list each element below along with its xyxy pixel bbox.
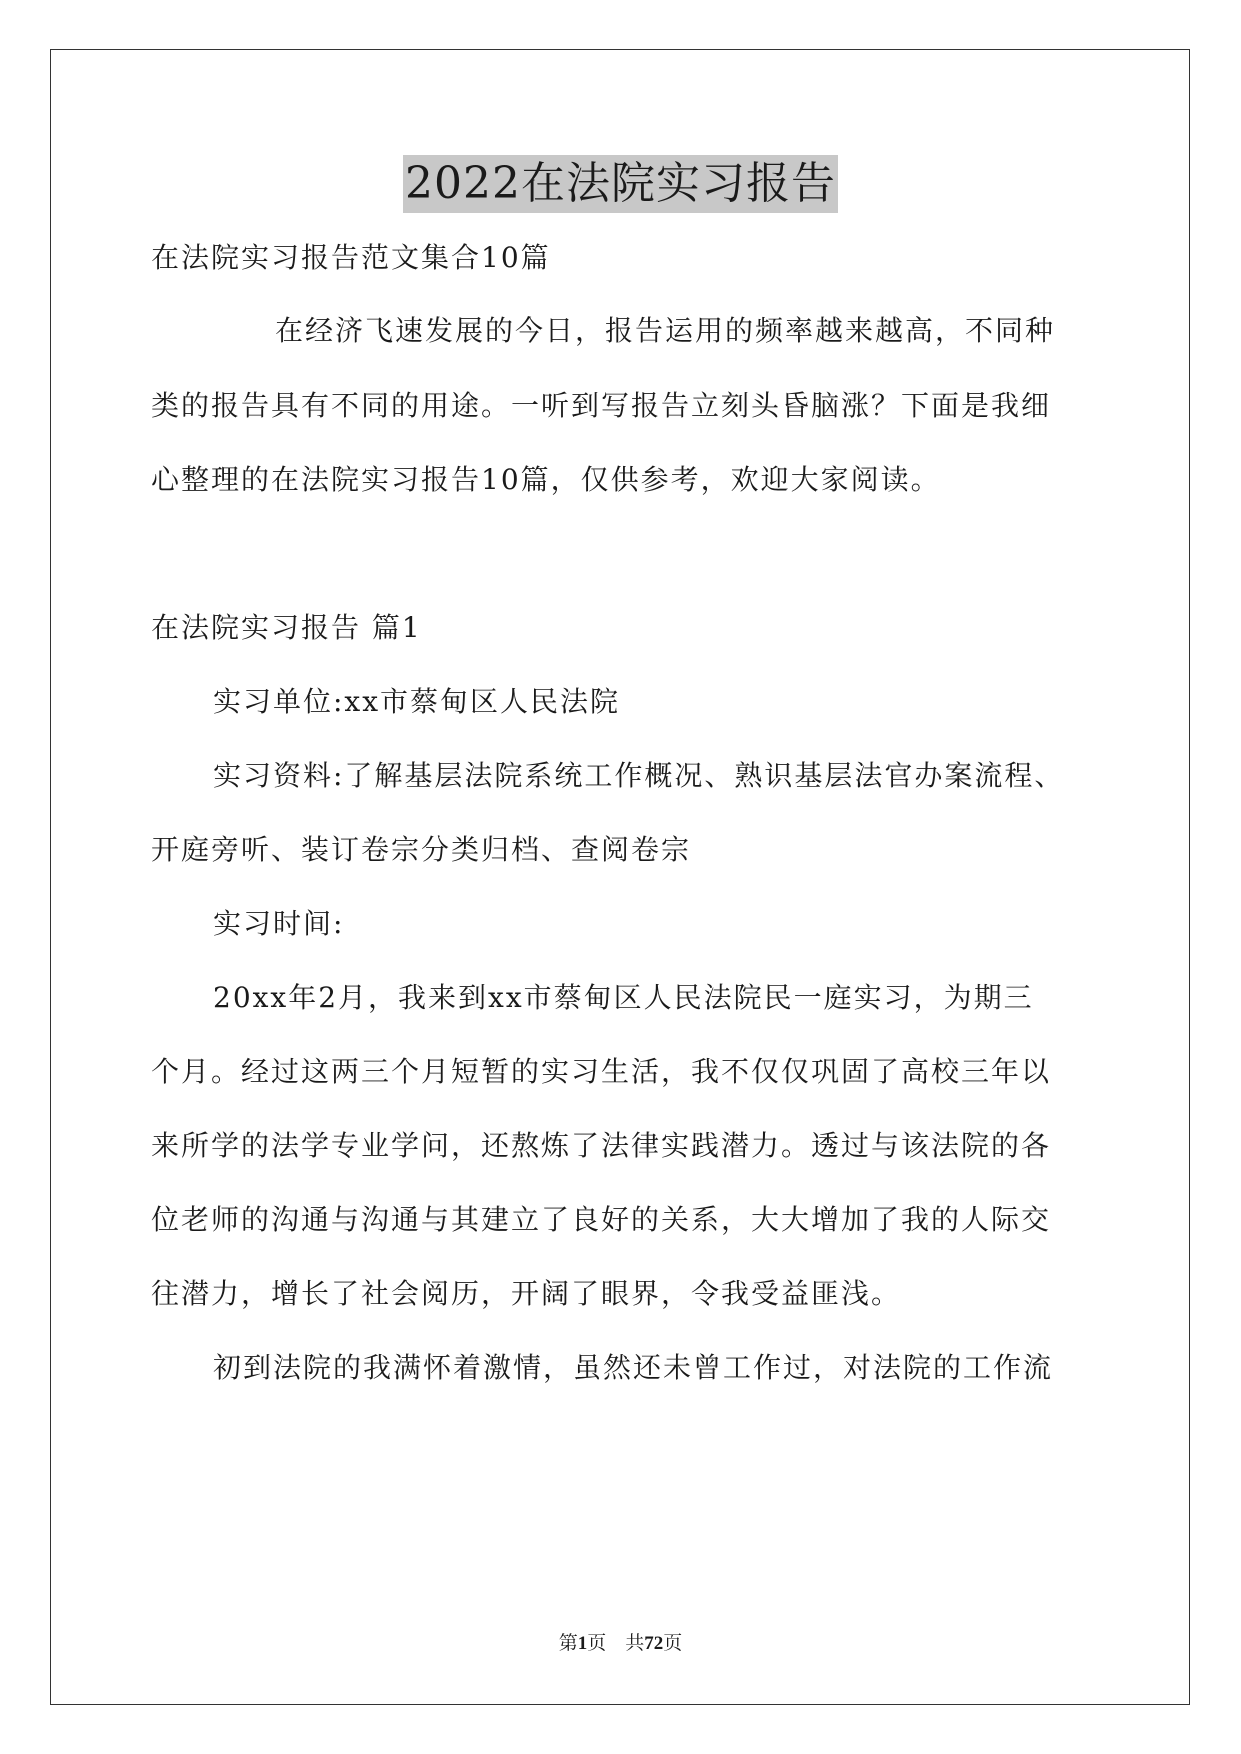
body-line-5: 往潜力，增长了社会阅历，开阔了眼界，令我受益匪浅。 (151, 1277, 902, 1310)
body-line-1: 20xx年2月，我来到xx市蔡甸区人民法院民一庭实习，为期三 (213, 981, 1034, 1014)
footer-current-page: 1 (577, 1633, 588, 1654)
internship-unit: 实习单位:xx市蔡甸区人民法院 (213, 685, 621, 718)
body-line-3: 来所学的法学专业学问，还熬炼了法律实践潜力。透过与该法院的各 (151, 1129, 1052, 1162)
footer-prefix: 第 (558, 1633, 578, 1654)
body-line-2: 个月。经过这两三个月短暂的实习生活，我不仅仅巩固了高校三年以 (151, 1055, 1052, 1088)
page-frame (50, 49, 1190, 1705)
page-footer (0, 1632, 1241, 1656)
internship-materials-line-2: 开庭旁听、装订卷宗分类归档、查阅卷宗 (151, 833, 692, 866)
body-line-4: 位老师的沟通与沟通与其建立了良好的关系，大大增加了我的人际交 (151, 1203, 1052, 1236)
intro-line-3: 心整理的在法院实习报告10篇，仅供参考，欢迎大家阅读。 (151, 463, 941, 496)
internship-time: 实习时间: (213, 907, 345, 940)
footer-suffix: 页 (663, 1633, 683, 1654)
intro-line-1: 在经济飞速发展的今日，报告运用的频率越来越高，不同种 (275, 314, 1056, 347)
document-title: 2022在法院实习报告 (403, 155, 838, 213)
internship-materials-line-1: 实习资料:了解基层法院系统工作概况、熟识基层法官办案流程、 (213, 759, 1065, 792)
body-line-6: 初到法院的我满怀着激情，虽然还未曾工作过，对法院的工作流 (213, 1351, 1054, 1384)
title-wrap (0, 155, 1241, 213)
footer-total-pages: 72 (644, 1633, 664, 1654)
section-heading: 在法院实习报告 篇1 (151, 611, 422, 644)
footer-mid: 页 共 (587, 1633, 645, 1654)
intro-line-2: 类的报告具有不同的用途。一听到写报告立刻头昏脑涨？下面是我细 (151, 389, 1052, 422)
subtitle-line: 在法院实习报告范文集合10篇 (151, 241, 551, 274)
